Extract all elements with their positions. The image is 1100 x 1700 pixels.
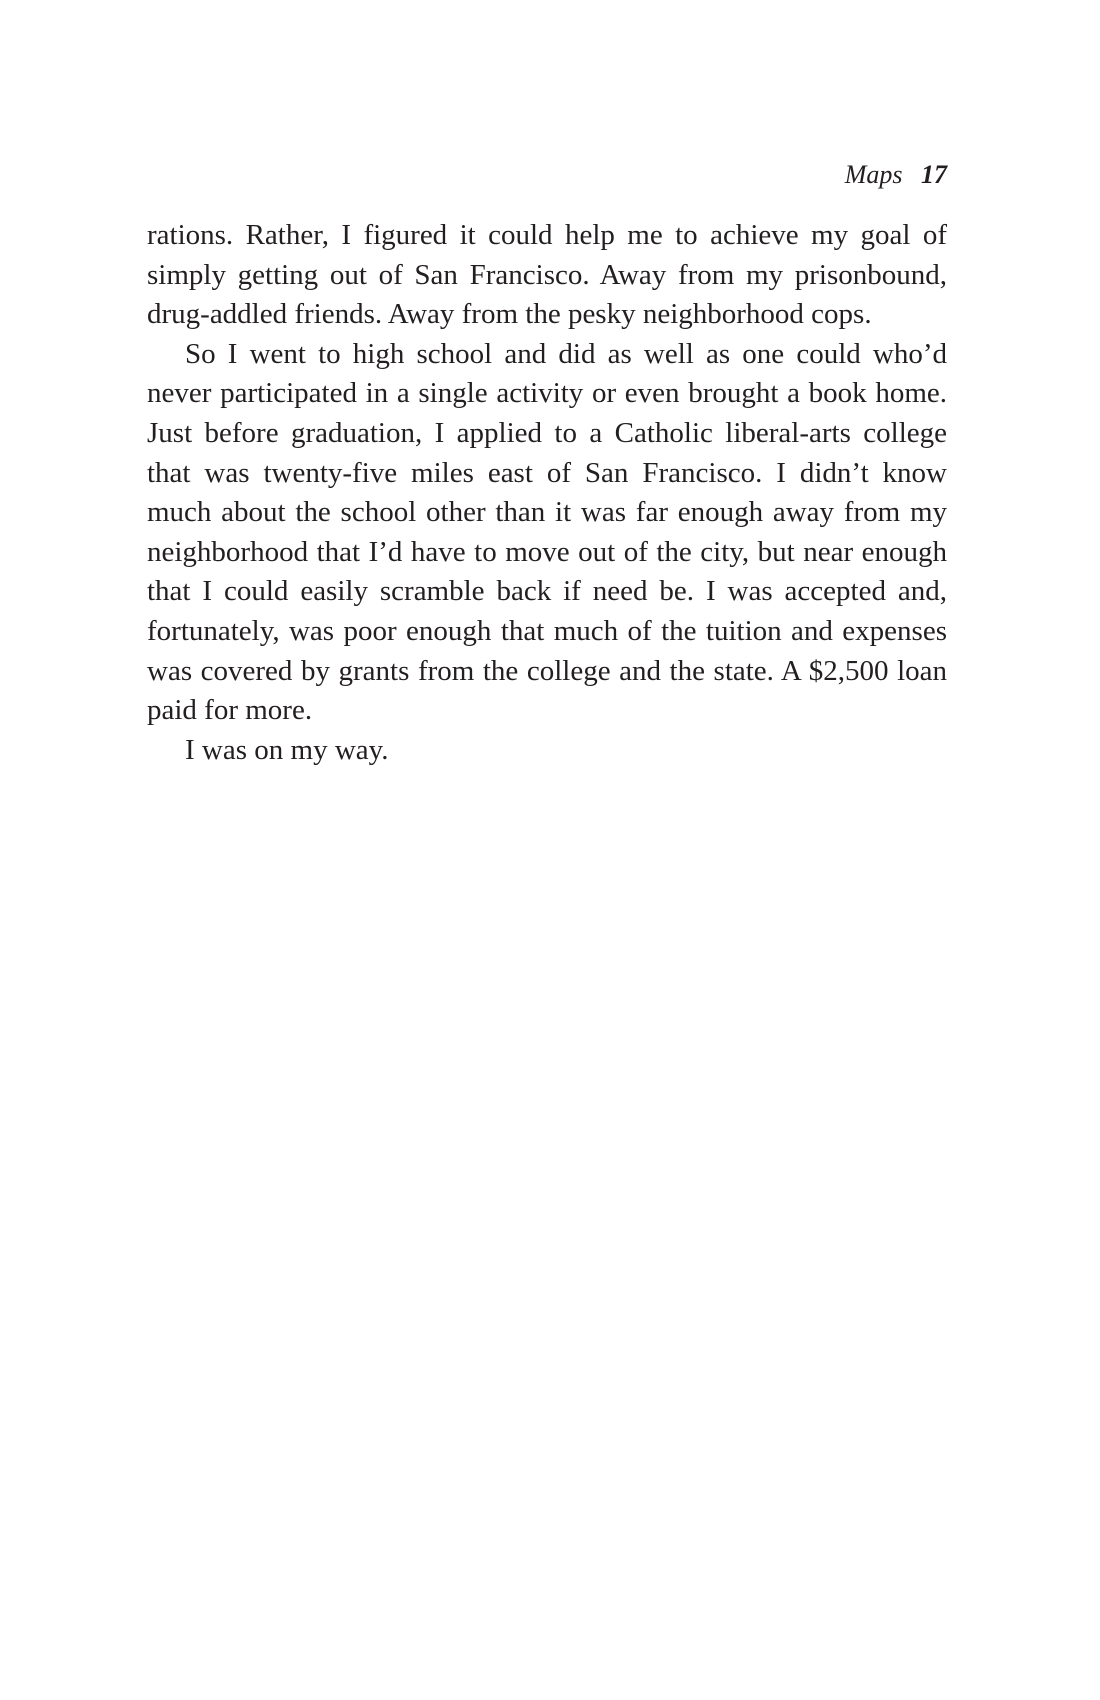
paragraph-closing: I was on my way. — [185, 733, 389, 766]
running-head — [845, 158, 947, 192]
chapter-title: Maps — [844, 160, 903, 189]
body-text — [147, 216, 947, 770]
paragraph-continued: rations. Rather, I figured it could help me to achieve my goal of simply getting out of San Francisco. Away from my prisonbound, drug-addled friends. Away from the pesky neighborhood cops. — [147, 219, 947, 331]
paragraph: So I went to high school and did as well as one could who’d never participated in a single activity or even brought a book home. Just before graduation, I applied to a Catholic liberal-arts college that was twenty-five miles east of San Francisco. I didn’t know much about the school other than it was far enough away from my neighborhood that I’d have to move out of the city, but near enough that I could easily scramble back if need be. I was accepted and, fortunately, was poor enough that much of the tuition and expenses was covered by grants from the college and the state. A $2,500 loan paid for more. — [147, 337, 947, 727]
page-number: 17 — [921, 160, 947, 189]
